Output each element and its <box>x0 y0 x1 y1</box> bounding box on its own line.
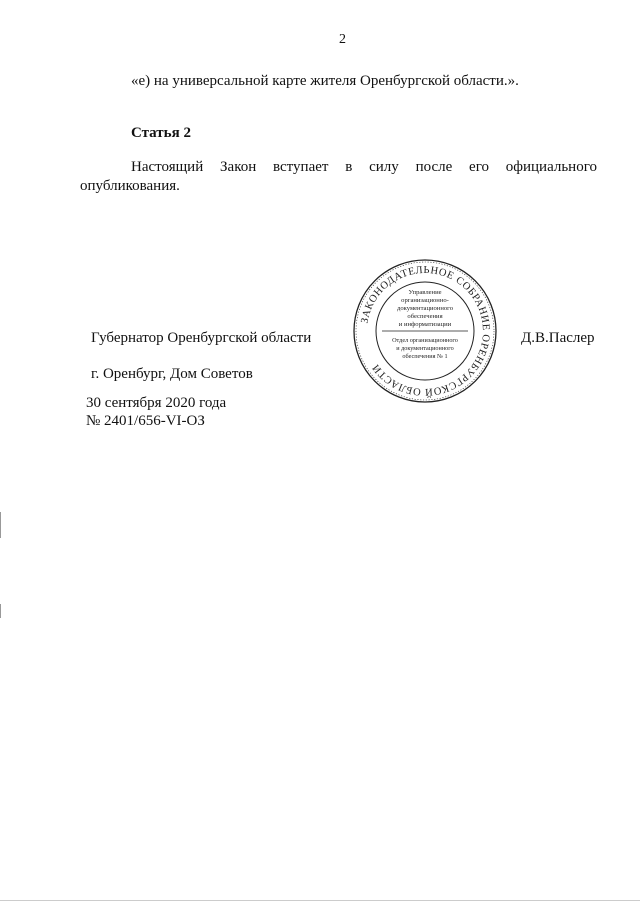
signer-name: Д.В.Паслер <box>521 330 595 346</box>
seal-line: обеспечения <box>407 313 443 320</box>
seal-graphic <box>352 258 498 404</box>
word: после <box>415 159 453 175</box>
seal-line: Управление <box>408 289 442 296</box>
scan-edge-mark <box>0 512 1 538</box>
page-number: 2 <box>339 32 346 47</box>
seal-line: и информатизации <box>398 321 452 328</box>
article-title: Статья 2 <box>131 125 191 141</box>
word: Настоящий <box>131 159 204 175</box>
law-number: № 2401/656-VI-ОЗ <box>86 413 205 429</box>
governor-title: Губернатор Оренбургской области <box>91 330 312 346</box>
signing-date: 30 сентября 2020 года <box>86 395 227 411</box>
seal-line: документационного <box>396 305 454 312</box>
seal-ring-text: ЗАКОНОДАТЕЛЬНОЕ СОБРАНИЕ ОРЕНБУРГСКОЙ ОБЛАСТИ <box>359 264 492 398</box>
seal-line: организационно- <box>401 297 449 304</box>
word: Закон <box>220 159 257 175</box>
scan-bottom-edge <box>0 900 640 901</box>
word: силу <box>369 159 399 175</box>
word: вступает <box>273 159 329 175</box>
word: в <box>345 159 353 175</box>
seal-line: Отдел организационного <box>392 337 458 344</box>
official-seal <box>352 258 498 404</box>
seal-line: обеспечения № 1 <box>402 353 448 360</box>
article-text-line-1 <box>131 158 597 176</box>
word: его <box>469 159 489 175</box>
article-text-line-2: опубликования. <box>80 178 180 194</box>
list-item-e: «е) на универсальной карте жителя Оренбургской области.». <box>131 73 519 89</box>
seal-line: и документационного <box>396 345 454 352</box>
word: официального <box>505 159 597 175</box>
scan-edge-mark <box>0 604 1 618</box>
signing-place: г. Оренбург, Дом Советов <box>91 366 253 382</box>
